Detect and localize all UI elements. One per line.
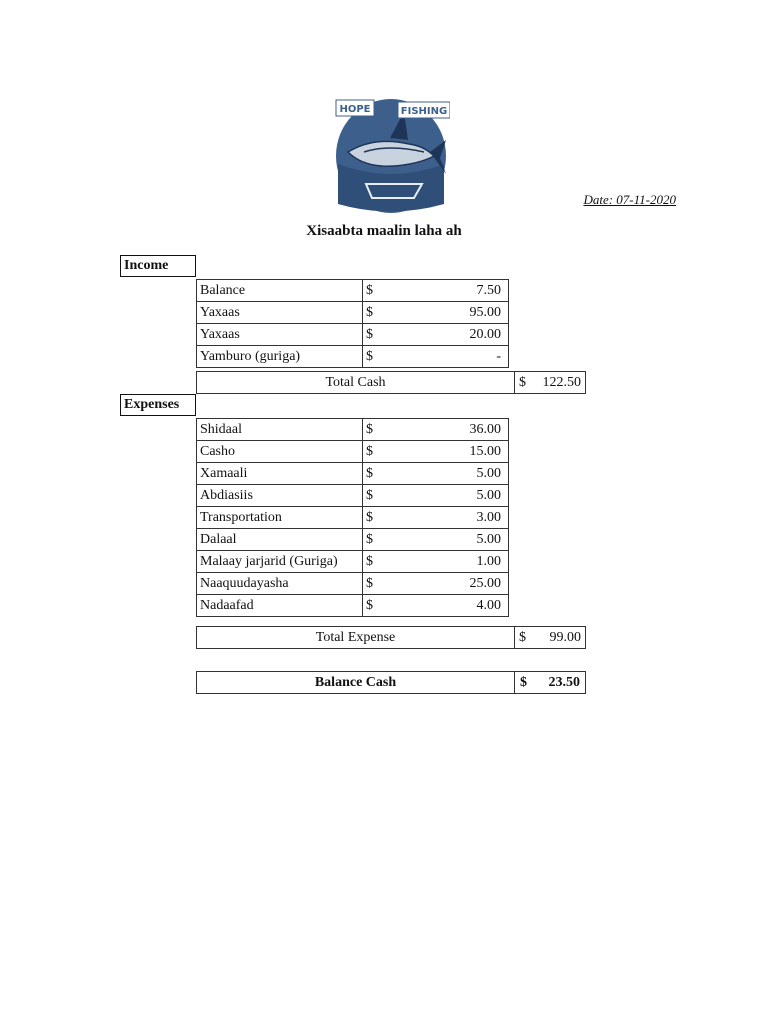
expense-row — [197, 441, 509, 463]
balance-cash-value: $ 23.50 — [514, 671, 586, 694]
income-row-amount: $ - — [363, 346, 509, 368]
expense-row — [197, 507, 509, 529]
expense-row-amount: $ 5.00 — [363, 485, 509, 507]
expense-row-amount: $ 15.00 — [363, 441, 509, 463]
expense-row-amount: $ 4.00 — [363, 595, 509, 617]
hope-fishing-logo — [334, 94, 450, 214]
income-row — [197, 346, 509, 368]
expense-row-name: Nadaafad — [197, 595, 363, 617]
income-row-name: Yaxaas — [197, 324, 363, 346]
expense-row-amount: $ 36.00 — [363, 419, 509, 441]
expenses-label: Expenses — [120, 394, 196, 416]
expense-row-name: Casho — [197, 441, 363, 463]
income-row-name: Balance — [197, 280, 363, 302]
income-row-name: Yamburo (guriga) — [197, 346, 363, 368]
income-row-amount: $ 7.50 — [363, 280, 509, 302]
expense-row — [197, 595, 509, 617]
total-expense-value: $ 99.00 — [514, 626, 586, 649]
expense-row-amount: $ 5.00 — [363, 463, 509, 485]
expense-row-name: Abdiasiis — [197, 485, 363, 507]
expense-row — [197, 463, 509, 485]
balance-cash-label: Balance Cash — [196, 671, 515, 694]
expense-row — [197, 573, 509, 595]
expense-row — [197, 551, 509, 573]
expense-row-amount: $ 5.00 — [363, 529, 509, 551]
income-label: Income — [120, 255, 196, 277]
expenses-table — [196, 418, 509, 617]
expense-row-amount: $ 25.00 — [363, 573, 509, 595]
expense-row-name: Naaquudayasha — [197, 573, 363, 595]
expense-row-name: Malaay jarjarid (Guriga) — [197, 551, 363, 573]
expense-row-name: Transportation — [197, 507, 363, 529]
logo-text-hope: HOPE — [339, 104, 371, 115]
expense-row-name: Xamaali — [197, 463, 363, 485]
income-row — [197, 302, 509, 324]
total-cash-label: Total Cash — [196, 371, 515, 394]
income-row-amount: $ 20.00 — [363, 324, 509, 346]
income-table — [196, 279, 509, 368]
expense-row — [197, 419, 509, 441]
income-row — [197, 280, 509, 302]
expense-row — [197, 485, 509, 507]
income-row-name: Yaxaas — [197, 302, 363, 324]
logo-text-fishing: FISHING — [400, 106, 448, 117]
total-cash-value: $ 122.50 — [514, 371, 586, 394]
expense-row-amount: $ 1.00 — [363, 551, 509, 573]
page-title: Xisaabta maalin laha ah — [306, 223, 462, 239]
report-date: Date: 07-11-2020 — [583, 192, 676, 207]
income-row — [197, 324, 509, 346]
expense-row-amount: $ 3.00 — [363, 507, 509, 529]
expense-row — [197, 529, 509, 551]
income-row-amount: $ 95.00 — [363, 302, 509, 324]
expense-row-name: Dalaal — [197, 529, 363, 551]
total-expense-label: Total Expense — [196, 626, 515, 649]
expense-row-name: Shidaal — [197, 419, 363, 441]
